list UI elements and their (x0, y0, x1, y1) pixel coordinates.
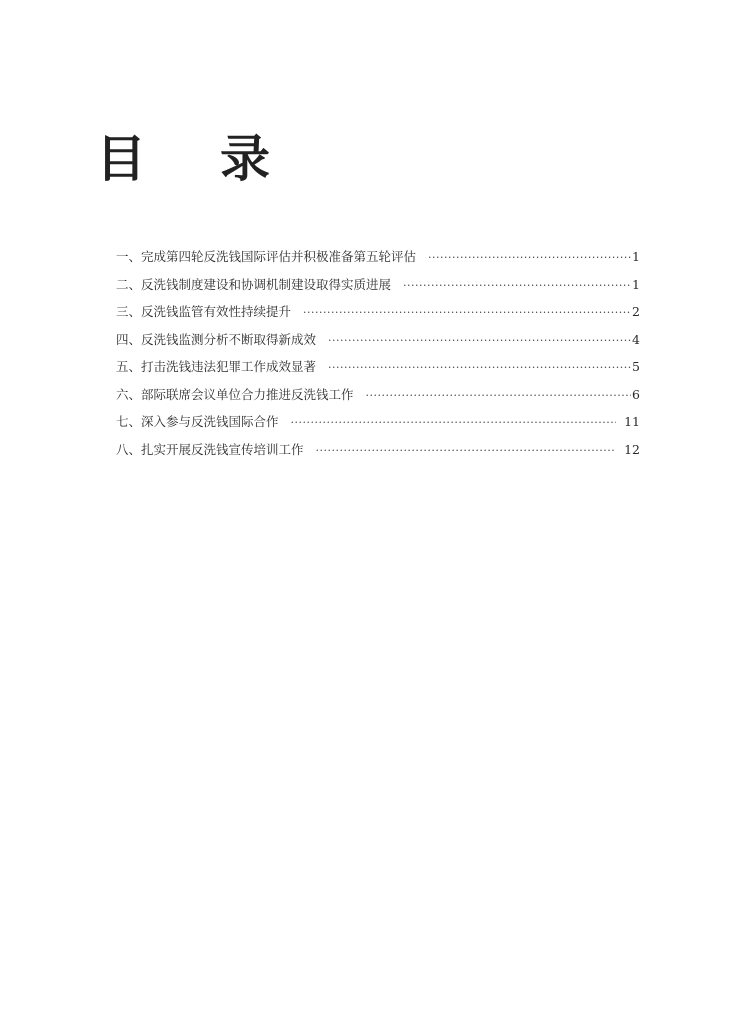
toc-entry-label: 四、反洗钱监测分析不断取得新成效 (116, 331, 317, 347)
toc-entry-label: 二、反洗钱制度建设和协调机制建设取得实质进展 (116, 276, 392, 292)
toc-dot-leader (328, 354, 631, 382)
toc-entry-label: 七、深入参与反洗钱国际合作 (116, 414, 279, 429)
toc-entry-1[interactable] (116, 243, 640, 271)
toc-page-number: 1 (632, 249, 640, 264)
toc-entry-5[interactable] (116, 353, 640, 381)
toc-page-number: 2 (632, 304, 640, 319)
toc-dot-leader (366, 382, 632, 410)
toc-entry-8[interactable] (116, 436, 640, 464)
toc-dot-leader (328, 327, 631, 355)
toc-dot-leader (316, 437, 617, 465)
toc-dot-leader (291, 409, 617, 437)
page-title (96, 126, 270, 192)
title-char-2: 录 (220, 130, 270, 188)
toc-page-number: 5 (632, 359, 640, 374)
toc-entry-label: 六、部际联席会议单位合力推进反洗钱工作 (116, 386, 354, 402)
toc-entry-label: 五、打击洗钱违法犯罪工作成效显著 (116, 359, 317, 374)
toc-page-number: 11 (624, 414, 640, 429)
toc-page-number: 1 (632, 276, 640, 292)
toc-dot-leader (303, 299, 631, 327)
toc-entry-label: 一、完成第四轮反洗钱国际评估并积极准备第五轮评估 (116, 249, 417, 264)
toc-entry-4[interactable] (116, 326, 640, 354)
toc-entry-6[interactable] (116, 381, 640, 409)
toc-entry-3[interactable] (116, 298, 640, 326)
toc-entry-7[interactable] (116, 408, 640, 436)
toc-entry-2[interactable] (116, 271, 640, 299)
toc-dot-leader (403, 272, 631, 300)
toc-page-number: 4 (632, 331, 640, 347)
table-of-contents (116, 243, 640, 463)
toc-page-number: 12 (624, 441, 640, 457)
toc-dot-leader (428, 244, 631, 272)
toc-entry-label: 三、反洗钱监管有效性持续提升 (116, 304, 292, 319)
title-char-1: 目 (96, 130, 146, 188)
toc-page-number: 6 (632, 386, 640, 402)
toc-entry-label: 八、扎实开展反洗钱宣传培训工作 (116, 441, 304, 457)
